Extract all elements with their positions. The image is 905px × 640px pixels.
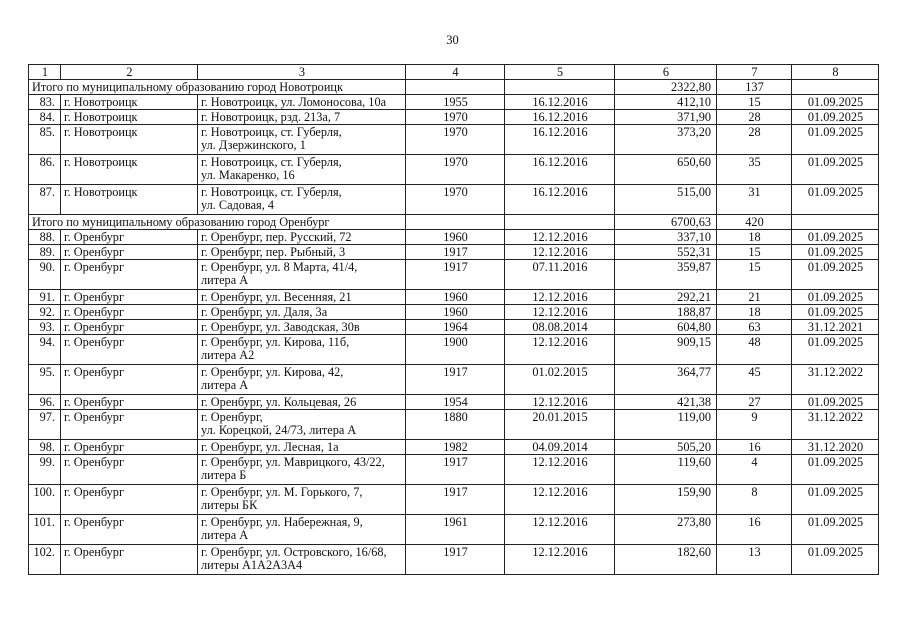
settlement: г. Оренбург <box>61 395 198 410</box>
column-header: 4 <box>406 65 505 80</box>
table-row <box>29 125 879 155</box>
address <box>198 290 406 305</box>
address <box>198 440 406 455</box>
recognition-date: 12.12.2016 <box>505 230 615 245</box>
table-row <box>29 185 879 215</box>
column-header: 8 <box>792 65 879 80</box>
area: 515,00 <box>615 185 717 215</box>
total-row <box>29 80 879 95</box>
build-year: 1917 <box>406 455 505 485</box>
settlement: г. Оренбург <box>61 365 198 395</box>
settlement: г. Оренбург <box>61 335 198 365</box>
column-header: 7 <box>717 65 792 80</box>
address-line-1: г. Оренбург, пер. Русский, 72 <box>201 230 352 244</box>
resettlement-deadline: 01.09.2025 <box>792 515 879 545</box>
area: 552,31 <box>615 245 717 260</box>
table-row <box>29 455 879 485</box>
build-year: 1900 <box>406 335 505 365</box>
residents-count: 13 <box>717 545 792 575</box>
row-number: 92. <box>29 305 61 320</box>
table-row <box>29 95 879 110</box>
settlement: г. Новотроицк <box>61 95 198 110</box>
address <box>198 185 406 215</box>
recognition-date: 01.02.2015 <box>505 365 615 395</box>
settlement: г. Новотроицк <box>61 110 198 125</box>
build-year: 1964 <box>406 320 505 335</box>
resettlement-deadline: 01.09.2025 <box>792 155 879 185</box>
recognition-date: 12.12.2016 <box>505 335 615 365</box>
address-line-2: литера А2 <box>201 348 255 362</box>
row-number: 90. <box>29 260 61 290</box>
recognition-date: 12.12.2016 <box>505 455 615 485</box>
settlement: г. Оренбург <box>61 230 198 245</box>
address <box>198 260 406 290</box>
area: 273,80 <box>615 515 717 545</box>
address-line-2: литера А <box>201 378 249 392</box>
table-row <box>29 260 879 290</box>
address-line-1: г. Оренбург, ул. Островского, 16/68, <box>201 545 387 559</box>
area: 505,20 <box>615 440 717 455</box>
resettlement-deadline: 01.09.2025 <box>792 260 879 290</box>
address-line-2: ул. Садовая, 4 <box>201 198 275 212</box>
recognition-date: 16.12.2016 <box>505 185 615 215</box>
table-row <box>29 440 879 455</box>
resettlement-deadline: 01.09.2025 <box>792 290 879 305</box>
area: 909,15 <box>615 335 717 365</box>
settlement: г. Оренбург <box>61 410 198 440</box>
area: 364,77 <box>615 365 717 395</box>
row-number: 98. <box>29 440 61 455</box>
column-header: 2 <box>61 65 198 80</box>
residents-count: 21 <box>717 290 792 305</box>
address-line-1: г. Оренбург, ул. Весенняя, 21 <box>201 290 352 304</box>
address <box>198 230 406 245</box>
total-count: 420 <box>717 215 792 230</box>
row-number: 95. <box>29 365 61 395</box>
settlement: г. Оренбург <box>61 305 198 320</box>
residents-count: 31 <box>717 185 792 215</box>
address <box>198 335 406 365</box>
address <box>198 245 406 260</box>
address-line-1: г. Оренбург, ул. Кирова, 42, <box>201 365 344 379</box>
table-row <box>29 335 879 365</box>
build-year: 1960 <box>406 290 505 305</box>
build-year: 1960 <box>406 305 505 320</box>
row-number: 96. <box>29 395 61 410</box>
build-year: 1970 <box>406 110 505 125</box>
build-year: 1917 <box>406 365 505 395</box>
table-row <box>29 245 879 260</box>
residents-count: 18 <box>717 230 792 245</box>
settlement: г. Оренбург <box>61 545 198 575</box>
table-row <box>29 410 879 440</box>
empty-cell <box>505 80 615 95</box>
address-line-1: г. Новотроицк, ул. Ломоносова, 10а <box>201 95 387 109</box>
row-number: 94. <box>29 335 61 365</box>
total-area: 6700,63 <box>615 215 717 230</box>
build-year: 1917 <box>406 485 505 515</box>
address-line-1: г. Новотроицк, ст. Губерля, <box>201 125 342 139</box>
settlement: г. Новотроицк <box>61 125 198 155</box>
area: 373,20 <box>615 125 717 155</box>
settlement: г. Оренбург <box>61 290 198 305</box>
address-line-1: г. Оренбург, ул. М. Горького, 7, <box>201 485 363 499</box>
table-body <box>29 65 879 575</box>
row-number: 86. <box>29 155 61 185</box>
resettlement-deadline: 01.09.2025 <box>792 125 879 155</box>
address-line-1: г. Оренбург, пер. Рыбный, 3 <box>201 245 346 259</box>
area: 119,60 <box>615 455 717 485</box>
table-row <box>29 155 879 185</box>
address-line-2: литера А <box>201 273 249 287</box>
recognition-date: 12.12.2016 <box>505 290 615 305</box>
address-line-2: литеры А1А2А3А4 <box>201 558 303 572</box>
row-number: 87. <box>29 185 61 215</box>
resettlement-deadline: 01.09.2025 <box>792 110 879 125</box>
address-line-1: г. Новотроицк, ст. Губерля, <box>201 185 342 199</box>
recognition-date: 12.12.2016 <box>505 305 615 320</box>
area: 182,60 <box>615 545 717 575</box>
table-row <box>29 515 879 545</box>
resettlement-deadline: 31.12.2022 <box>792 410 879 440</box>
row-number: 102. <box>29 545 61 575</box>
settlement: г. Оренбург <box>61 320 198 335</box>
build-year: 1917 <box>406 260 505 290</box>
row-number: 91. <box>29 290 61 305</box>
recognition-date: 08.08.2014 <box>505 320 615 335</box>
column-header: 6 <box>615 65 717 80</box>
settlement: г. Оренбург <box>61 245 198 260</box>
residents-count: 27 <box>717 395 792 410</box>
resettlement-deadline: 01.09.2025 <box>792 395 879 410</box>
residents-count: 15 <box>717 245 792 260</box>
row-number: 93. <box>29 320 61 335</box>
build-year: 1982 <box>406 440 505 455</box>
empty-cell <box>406 215 505 230</box>
address-line-1: г. Новотроицк, ст. Губерля, <box>201 155 342 169</box>
address <box>198 110 406 125</box>
resettlement-deadline: 01.09.2025 <box>792 245 879 260</box>
area: 337,10 <box>615 230 717 245</box>
address-line-1: г. Новотроицк, рзд. 213а, 7 <box>201 110 341 124</box>
recognition-date: 16.12.2016 <box>505 155 615 185</box>
address <box>198 365 406 395</box>
recognition-date: 04.09.2014 <box>505 440 615 455</box>
recognition-date: 07.11.2016 <box>505 260 615 290</box>
address <box>198 410 406 440</box>
residents-count: 18 <box>717 305 792 320</box>
area: 359,87 <box>615 260 717 290</box>
residents-count: 15 <box>717 95 792 110</box>
address-line-1: г. Оренбург, ул. Кольцевая, 26 <box>201 395 357 409</box>
address-line-2: литера А <box>201 528 249 542</box>
recognition-date: 12.12.2016 <box>505 545 615 575</box>
build-year: 1970 <box>406 185 505 215</box>
empty-cell <box>792 80 879 95</box>
row-number: 101. <box>29 515 61 545</box>
recognition-date: 16.12.2016 <box>505 110 615 125</box>
residents-count: 15 <box>717 260 792 290</box>
residents-count: 4 <box>717 455 792 485</box>
recognition-date: 16.12.2016 <box>505 95 615 110</box>
address <box>198 155 406 185</box>
row-number: 89. <box>29 245 61 260</box>
resettlement-deadline: 01.09.2025 <box>792 545 879 575</box>
settlement: г. Оренбург <box>61 455 198 485</box>
residents-count: 28 <box>717 125 792 155</box>
row-number: 84. <box>29 110 61 125</box>
address-line-2: литеры БК <box>201 498 258 512</box>
row-number: 83. <box>29 95 61 110</box>
settlement: г. Оренбург <box>61 260 198 290</box>
resettlement-deadline: 31.12.2022 <box>792 365 879 395</box>
residents-count: 16 <box>717 440 792 455</box>
settlement: г. Оренбург <box>61 485 198 515</box>
address <box>198 455 406 485</box>
empty-cell <box>406 80 505 95</box>
settlement: г. Новотроицк <box>61 185 198 215</box>
address-line-1: г. Оренбург, ул. Лесная, 1а <box>201 440 339 454</box>
recognition-date: 12.12.2016 <box>505 515 615 545</box>
resettlement-deadline: 01.09.2025 <box>792 305 879 320</box>
total-area: 2322,80 <box>615 80 717 95</box>
settlement: г. Оренбург <box>61 440 198 455</box>
recognition-date: 20.01.2015 <box>505 410 615 440</box>
address-line-2: ул. Дзержинского, 1 <box>201 138 306 152</box>
table-row <box>29 485 879 515</box>
address-line-1: г. Оренбург, ул. Заводская, 30в <box>201 320 360 334</box>
area: 604,80 <box>615 320 717 335</box>
empty-cell <box>792 215 879 230</box>
address <box>198 95 406 110</box>
row-number: 88. <box>29 230 61 245</box>
header-row <box>29 65 879 80</box>
residents-count: 16 <box>717 515 792 545</box>
area: 188,87 <box>615 305 717 320</box>
build-year: 1880 <box>406 410 505 440</box>
area: 650,60 <box>615 155 717 185</box>
area: 119,00 <box>615 410 717 440</box>
column-header: 5 <box>505 65 615 80</box>
area: 371,90 <box>615 110 717 125</box>
area: 159,90 <box>615 485 717 515</box>
address <box>198 545 406 575</box>
row-number: 85. <box>29 125 61 155</box>
total-label: Итого по муниципальному образованию город Новотроицк <box>29 80 406 95</box>
residents-count: 35 <box>717 155 792 185</box>
residents-count: 48 <box>717 335 792 365</box>
page-number: 30 <box>446 33 459 47</box>
recognition-date: 12.12.2016 <box>505 395 615 410</box>
table-row <box>29 290 879 305</box>
resettlement-deadline: 01.09.2025 <box>792 95 879 110</box>
residents-count: 9 <box>717 410 792 440</box>
resettlement-deadline: 01.09.2025 <box>792 335 879 365</box>
table-row <box>29 110 879 125</box>
housing-table <box>28 64 879 575</box>
row-number: 99. <box>29 455 61 485</box>
settlement: г. Новотроицк <box>61 155 198 185</box>
row-number: 97. <box>29 410 61 440</box>
build-year: 1917 <box>406 545 505 575</box>
settlement: г. Оренбург <box>61 515 198 545</box>
resettlement-deadline: 01.09.2025 <box>792 485 879 515</box>
address <box>198 125 406 155</box>
address <box>198 485 406 515</box>
residents-count: 45 <box>717 365 792 395</box>
address-line-1: г. Оренбург, ул. Кирова, 11б, <box>201 335 350 349</box>
address <box>198 320 406 335</box>
address-line-1: г. Оренбург, ул. Набережная, 9, <box>201 515 363 529</box>
area: 412,10 <box>615 95 717 110</box>
total-label: Итого по муниципальному образованию город Оренбург <box>29 215 406 230</box>
table-row <box>29 365 879 395</box>
address-line-1: г. Оренбург, ул. Маврицкого, 43/22, <box>201 455 385 469</box>
resettlement-deadline: 01.09.2025 <box>792 185 879 215</box>
build-year: 1961 <box>406 515 505 545</box>
residents-count: 63 <box>717 320 792 335</box>
area: 292,21 <box>615 290 717 305</box>
column-header: 3 <box>198 65 406 80</box>
address-line-2: ул. Корецкой, 24/73, литера А <box>201 423 357 437</box>
resettlement-deadline: 01.09.2025 <box>792 230 879 245</box>
address-line-2: ул. Макаренко, 16 <box>201 168 295 182</box>
table-row <box>29 320 879 335</box>
area: 421,38 <box>615 395 717 410</box>
address-line-1: г. Оренбург, ул. Даля, 3а <box>201 305 328 319</box>
resettlement-deadline: 31.12.2020 <box>792 440 879 455</box>
address-line-1: г. Оренбург, <box>201 410 263 424</box>
table-row <box>29 395 879 410</box>
total-row <box>29 215 879 230</box>
build-year: 1970 <box>406 125 505 155</box>
build-year: 1960 <box>406 230 505 245</box>
address <box>198 305 406 320</box>
build-year: 1955 <box>406 95 505 110</box>
recognition-date: 16.12.2016 <box>505 125 615 155</box>
address <box>198 515 406 545</box>
address <box>198 395 406 410</box>
build-year: 1917 <box>406 245 505 260</box>
table-row <box>29 545 879 575</box>
address-line-1: г. Оренбург, ул. 8 Марта, 41/4, <box>201 260 358 274</box>
row-number: 100. <box>29 485 61 515</box>
resettlement-deadline: 31.12.2021 <box>792 320 879 335</box>
address-line-2: литера Б <box>201 468 247 482</box>
build-year: 1970 <box>406 155 505 185</box>
empty-cell <box>505 215 615 230</box>
recognition-date: 12.12.2016 <box>505 245 615 260</box>
resettlement-deadline: 01.09.2025 <box>792 455 879 485</box>
total-count: 137 <box>717 80 792 95</box>
column-header: 1 <box>29 65 61 80</box>
build-year: 1954 <box>406 395 505 410</box>
residents-count: 28 <box>717 110 792 125</box>
table-row <box>29 305 879 320</box>
recognition-date: 12.12.2016 <box>505 485 615 515</box>
table-row <box>29 230 879 245</box>
residents-count: 8 <box>717 485 792 515</box>
